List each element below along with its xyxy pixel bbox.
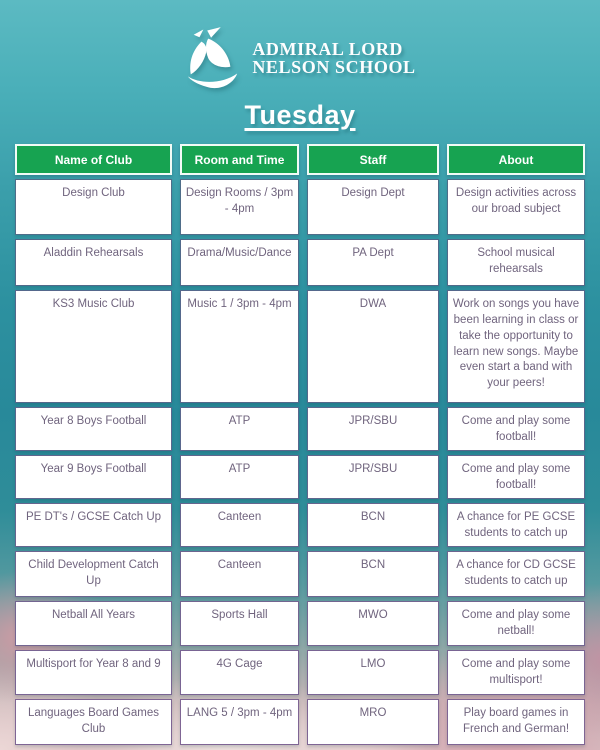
cell-club-name: Languages Board Games Club [15, 699, 172, 745]
cell-club-name: Design Club [15, 179, 172, 235]
table-row [15, 455, 585, 499]
cell-staff: DWA [307, 290, 439, 403]
clubs-table [15, 144, 585, 745]
cell-about: Come and play some football! [447, 407, 585, 451]
cell-room-and-time: ATP [180, 407, 299, 451]
cell-room-and-time: Design Rooms / 3pm - 4pm [180, 179, 299, 235]
school-name-line1: ADMIRAL LORD [252, 38, 404, 59]
cell-staff: Design Dept [307, 179, 439, 235]
column-header-name-of-club: Name of Club [15, 144, 172, 175]
cell-club-name: KS3 Music Club [15, 290, 172, 403]
cell-about: Come and play some multisport! [447, 650, 585, 695]
cell-club-name: Year 9 Boys Football [15, 455, 172, 499]
table-row [15, 650, 585, 695]
table-row [15, 179, 585, 235]
cell-staff: BCN [307, 503, 439, 547]
table-row [15, 239, 585, 286]
school-logo [0, 0, 600, 90]
cell-room-and-time: LANG 5 / 3pm - 4pm [180, 699, 299, 745]
table-row [15, 503, 585, 547]
table-row [15, 290, 585, 403]
cell-room-and-time: Canteen [180, 503, 299, 547]
cell-about: A chance for PE GCSE students to catch up [447, 503, 585, 547]
page-title: Tuesday [244, 100, 356, 130]
table-row [15, 601, 585, 646]
cell-staff: MWO [307, 601, 439, 646]
cell-room-and-time: Sports Hall [180, 601, 299, 646]
cell-staff: MRO [307, 699, 439, 745]
cell-club-name: Aladdin Rehearsals [15, 239, 172, 286]
cell-club-name: Year 8 Boys Football [15, 407, 172, 451]
table-body [15, 179, 585, 745]
cell-staff: BCN [307, 551, 439, 597]
cell-about: A chance for CD GCSE students to catch up [447, 551, 585, 597]
table-header-row [15, 144, 585, 175]
table-row [15, 407, 585, 451]
cell-club-name: Netball All Years [15, 601, 172, 646]
cell-room-and-time: Canteen [180, 551, 299, 597]
school-name-line2: NELSON SCHOOL [252, 57, 416, 77]
cell-about: Play board games in French and German! [447, 699, 585, 745]
cell-room-and-time: Music 1 / 3pm - 4pm [180, 290, 299, 403]
cell-room-and-time: 4G Cage [180, 650, 299, 695]
cell-about: Come and play some football! [447, 455, 585, 499]
cell-room-and-time: Drama/Music/Dance [180, 239, 299, 286]
ship-sails-icon [184, 26, 242, 90]
cell-room-and-time: ATP [180, 455, 299, 499]
cell-about: Come and play some netball! [447, 601, 585, 646]
cell-club-name: PE DT's / GCSE Catch Up [15, 503, 172, 547]
school-name [252, 40, 415, 77]
table-row [15, 699, 585, 745]
column-header-staff: Staff [307, 144, 439, 175]
cell-staff: JPR/SBU [307, 455, 439, 499]
cell-staff: LMO [307, 650, 439, 695]
cell-about: School musical rehearsals [447, 239, 585, 286]
column-header-about: About [447, 144, 585, 175]
cell-staff: PA Dept [307, 239, 439, 286]
cell-about: Design activities across our broad subject [447, 179, 585, 235]
cell-club-name: Multisport for Year 8 and 9 [15, 650, 172, 695]
table-row [15, 551, 585, 597]
cell-staff: JPR/SBU [307, 407, 439, 451]
cell-club-name: Child Development Catch Up [15, 551, 172, 597]
column-header-room-and-time: Room and Time [180, 144, 299, 175]
cell-about: Work on songs you have been learning in class or take the opportunity to learn new songs. Maybe even start a band with your peers! [447, 290, 585, 403]
